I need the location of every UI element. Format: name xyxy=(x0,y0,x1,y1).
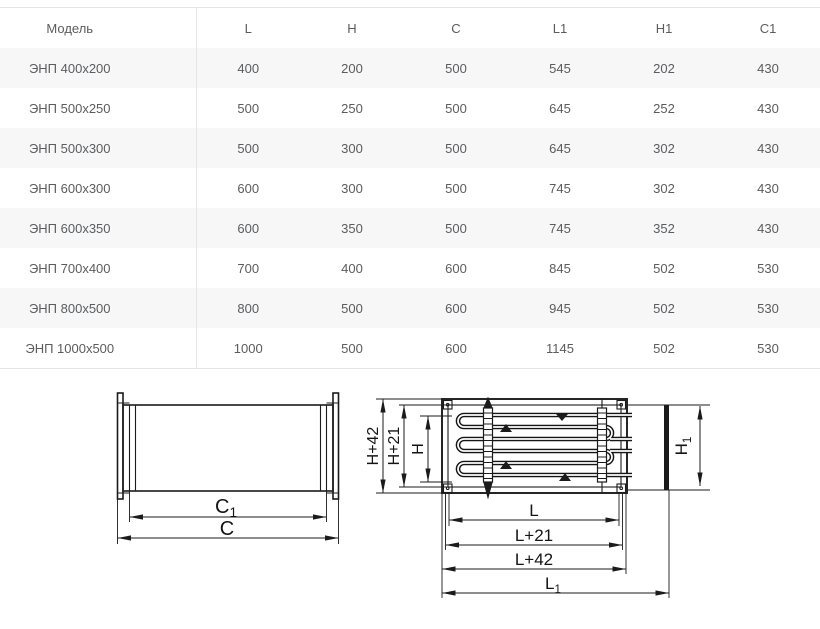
value-cell: 530 xyxy=(757,300,779,316)
value-cell: 430 xyxy=(757,60,779,76)
column-header: Модель xyxy=(0,8,196,49)
value-cell: 600 xyxy=(445,340,467,356)
duct-body xyxy=(123,405,333,491)
flow-direction-arrows xyxy=(500,414,571,481)
table-row xyxy=(0,168,820,208)
value-cell: 600 xyxy=(237,180,260,196)
value-cell: 430 xyxy=(757,220,779,236)
value-cell: 600 xyxy=(445,260,467,276)
column-header: L xyxy=(244,20,252,36)
model-cell: ЭНП 500x300 xyxy=(0,128,196,168)
value-cell: 530 xyxy=(757,260,779,276)
column-header: C1 xyxy=(759,20,777,36)
value-cell: 430 xyxy=(757,100,779,116)
table-row xyxy=(0,88,820,128)
value-cell: 500 xyxy=(237,100,260,116)
duct-side-view-diagram xyxy=(118,393,339,544)
value-cell: 502 xyxy=(653,300,675,316)
value-cell: 430 xyxy=(757,140,779,156)
column-header: C xyxy=(451,20,461,36)
right-flange xyxy=(333,393,339,499)
value-cell: 352 xyxy=(653,220,675,236)
technical-drawings xyxy=(0,377,820,629)
value-cell: 302 xyxy=(653,140,675,156)
dimensions-table xyxy=(0,7,820,369)
value-cell: 1145 xyxy=(546,340,574,356)
model-cell: ЭНП 700x400 xyxy=(0,248,196,288)
value-cell: 500 xyxy=(445,100,467,116)
left-flange xyxy=(118,393,124,499)
value-cell: 500 xyxy=(445,60,467,76)
value-cell: 600 xyxy=(237,220,260,236)
value-cell: 645 xyxy=(549,100,571,116)
left-support-bracket xyxy=(483,397,493,500)
value-cell: 500 xyxy=(445,220,467,236)
value-cell: 250 xyxy=(341,100,363,116)
value-cell: 530 xyxy=(757,340,779,356)
value-cell: 502 xyxy=(653,340,675,356)
value-cell: 945 xyxy=(549,300,571,316)
value-cell: 400 xyxy=(341,260,363,276)
flange-fold-lines xyxy=(130,405,327,491)
table-row xyxy=(0,208,820,248)
value-cell: 300 xyxy=(341,140,363,156)
value-cell: 700 xyxy=(237,260,260,276)
c1-dimension-label: $C_1$ xyxy=(214,496,238,520)
terminal-box-end-plate xyxy=(664,405,669,490)
h-dimension-label: H xyxy=(410,443,427,455)
l-dimension-label: L xyxy=(529,501,539,520)
model-cell: ЭНП 400x200 xyxy=(0,48,196,88)
model-cell: ЭНП 600x300 xyxy=(0,168,196,208)
value-cell: 500 xyxy=(341,300,363,316)
length-extension-lines xyxy=(442,490,669,598)
table-row xyxy=(0,128,820,168)
value-cell: 845 xyxy=(549,260,571,276)
value-cell: 500 xyxy=(445,140,467,156)
column-header: L1 xyxy=(552,20,568,36)
model-cell: ЭНП 800x500 xyxy=(0,288,196,328)
table-row xyxy=(0,328,820,369)
value-cell: 745 xyxy=(549,220,571,236)
h21-dimension-label: H+21 xyxy=(386,426,403,466)
value-cell: 645 xyxy=(549,140,571,156)
h1-dimension-label: $H_1$ xyxy=(672,436,694,456)
value-cell: 500 xyxy=(237,140,260,156)
value-cell: 545 xyxy=(549,60,571,76)
value-cell: 502 xyxy=(653,260,675,276)
value-cell: 400 xyxy=(237,60,260,76)
column-header: H xyxy=(347,20,357,36)
l21-dimension-label: L+21 xyxy=(514,526,554,545)
heater-front-view-diagram xyxy=(365,397,710,599)
value-cell: 430 xyxy=(757,180,779,196)
column-header: H1 xyxy=(655,20,673,36)
table-row xyxy=(0,288,820,328)
flange-lips xyxy=(118,403,339,493)
table-row xyxy=(0,48,820,88)
value-cell: 500 xyxy=(341,340,363,356)
value-cell: 600 xyxy=(445,300,467,316)
l42-dimension-label: L+42 xyxy=(514,550,554,569)
c-dimension-label: C xyxy=(219,518,235,540)
table-header-row xyxy=(0,8,820,49)
value-cell: 1000 xyxy=(233,340,263,356)
value-cell: 350 xyxy=(341,220,363,236)
value-cell: 500 xyxy=(445,180,467,196)
value-cell: 302 xyxy=(653,180,675,196)
value-cell: 202 xyxy=(653,60,675,76)
l1-dimension-label: $L_1$ xyxy=(545,574,561,596)
table-row xyxy=(0,248,820,288)
value-cell: 252 xyxy=(653,100,675,116)
model-cell: ЭНП 1000x500 xyxy=(0,328,196,369)
table-body xyxy=(0,48,820,369)
value-cell: 745 xyxy=(549,180,571,196)
model-cell: ЭНП 600x350 xyxy=(0,208,196,248)
value-cell: 800 xyxy=(237,300,260,316)
value-cell: 300 xyxy=(341,180,363,196)
model-cell: ЭНП 500x250 xyxy=(0,88,196,128)
value-cell: 200 xyxy=(341,60,363,76)
h42-dimension-label: H+42 xyxy=(365,426,382,466)
right-support-bracket xyxy=(598,399,607,492)
